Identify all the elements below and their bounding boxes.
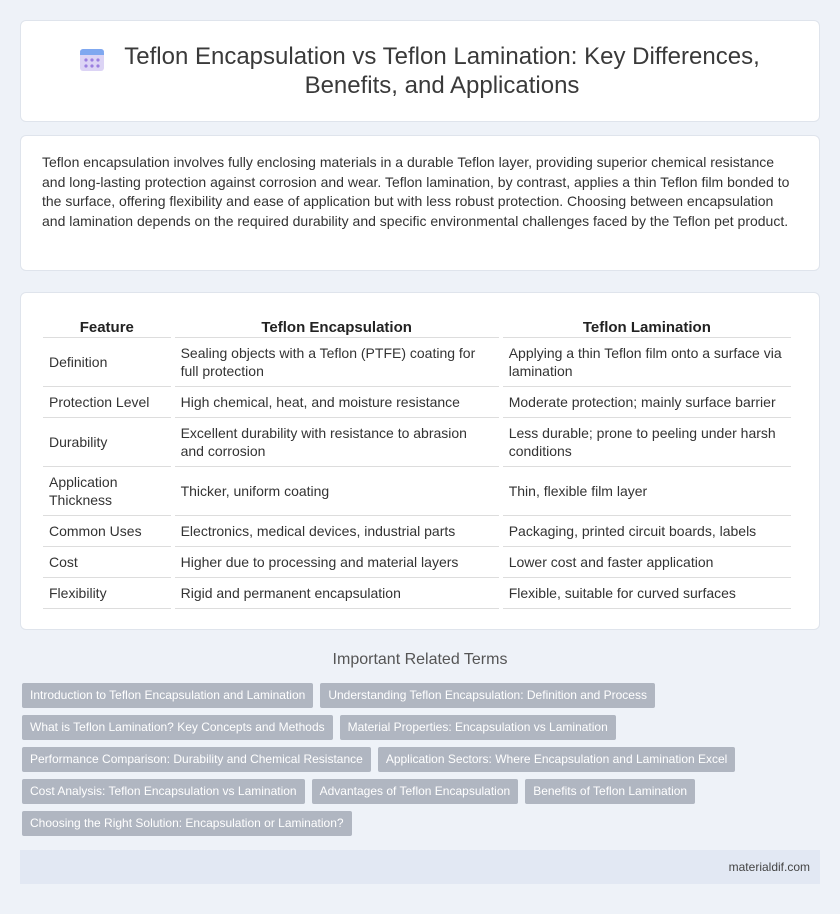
comparison-table [39, 307, 795, 609]
related-term-tag[interactable]: Performance Comparison: Durability and Chemical Resistance [22, 747, 371, 772]
feature-cell: Durability [43, 418, 171, 467]
related-term-tag[interactable]: Introduction to Teflon Encapsulation and Lamination [22, 683, 313, 708]
related-term-tag[interactable]: Understanding Teflon Encapsulation: Definition and Process [320, 683, 655, 708]
related-terms-list [22, 683, 812, 843]
lamination-cell: Thin, flexible film layer [503, 467, 791, 516]
related-term-tag[interactable]: Application Sectors: Where Encapsulation and Lamination Excel [378, 747, 736, 772]
lamination-cell: Less durable; prone to peeling under harsh conditions [503, 418, 791, 467]
feature-cell: Flexibility [43, 578, 171, 609]
table-row [43, 467, 791, 516]
feature-cell: Cost [43, 547, 171, 578]
table-row [43, 338, 791, 387]
header-card [20, 20, 820, 122]
intro-paragraph: Teflon encapsulation involves fully enclosing materials in a durable Teflon layer, providing superior chemical resistance and long-lasting protection against corrosion and wear. Teflon lamination, by contrast, applies a thin Teflon film bonded to the surface, offering flexibility and ease of application but with less robust protection. Choosing between encapsulation and lamination depends on the required durability and specific environmental challenges faced by the Teflon pet product. [42, 154, 790, 229]
header-feature: Feature [43, 307, 171, 338]
lamination-cell: Moderate protection; mainly surface barrier [503, 387, 791, 418]
intro-card [20, 135, 820, 271]
header-encapsulation: Teflon Encapsulation [175, 307, 499, 338]
calendar-grid-icon [78, 45, 106, 73]
feature-cell: Definition [43, 338, 171, 387]
encapsulation-cell: Rigid and permanent encapsulation [175, 578, 499, 609]
table-header-row [43, 307, 791, 338]
related-term-tag[interactable]: Material Properties: Encapsulation vs Lamination [340, 715, 616, 740]
encapsulation-cell: Sealing objects with a Teflon (PTFE) coating for full protection [175, 338, 499, 387]
related-terms-heading: Important Related Terms [332, 651, 508, 668]
footer [20, 850, 820, 884]
related-term-tag[interactable]: Benefits of Teflon Lamination [525, 779, 695, 804]
table-row [43, 547, 791, 578]
related-term-tag[interactable]: Choosing the Right Solution: Encapsulation or Lamination? [22, 811, 352, 836]
related-term-tag[interactable]: Advantages of Teflon Encapsulation [312, 779, 519, 804]
footer-site-link[interactable]: materialdif.com [728, 860, 810, 874]
header-lamination: Teflon Lamination [503, 307, 791, 338]
encapsulation-cell: High chemical, heat, and moisture resistance [175, 387, 499, 418]
feature-cell: Application Thickness [43, 467, 171, 516]
feature-cell: Common Uses [43, 516, 171, 547]
table-row [43, 516, 791, 547]
encapsulation-cell: Higher due to processing and material layers [175, 547, 499, 578]
table-row [43, 418, 791, 467]
lamination-cell: Applying a thin Teflon film onto a surface via lamination [503, 338, 791, 387]
related-term-tag[interactable]: What is Teflon Lamination? Key Concepts and Methods [22, 715, 333, 740]
encapsulation-cell: Thicker, uniform coating [175, 467, 499, 516]
feature-cell: Protection Level [43, 387, 171, 418]
table-row [43, 578, 791, 609]
page-title: Teflon Encapsulation vs Teflon Lamination: Key Differences, Benefits, and Applications [124, 43, 760, 99]
table-row [43, 387, 791, 418]
related-term-tag[interactable]: Cost Analysis: Teflon Encapsulation vs Lamination [22, 779, 305, 804]
lamination-cell: Packaging, printed circuit boards, labels [503, 516, 791, 547]
encapsulation-cell: Electronics, medical devices, industrial parts [175, 516, 499, 547]
encapsulation-cell: Excellent durability with resistance to abrasion and corrosion [175, 418, 499, 467]
comparison-card [20, 292, 820, 630]
lamination-cell: Lower cost and faster application [503, 547, 791, 578]
lamination-cell: Flexible, suitable for curved surfaces [503, 578, 791, 609]
